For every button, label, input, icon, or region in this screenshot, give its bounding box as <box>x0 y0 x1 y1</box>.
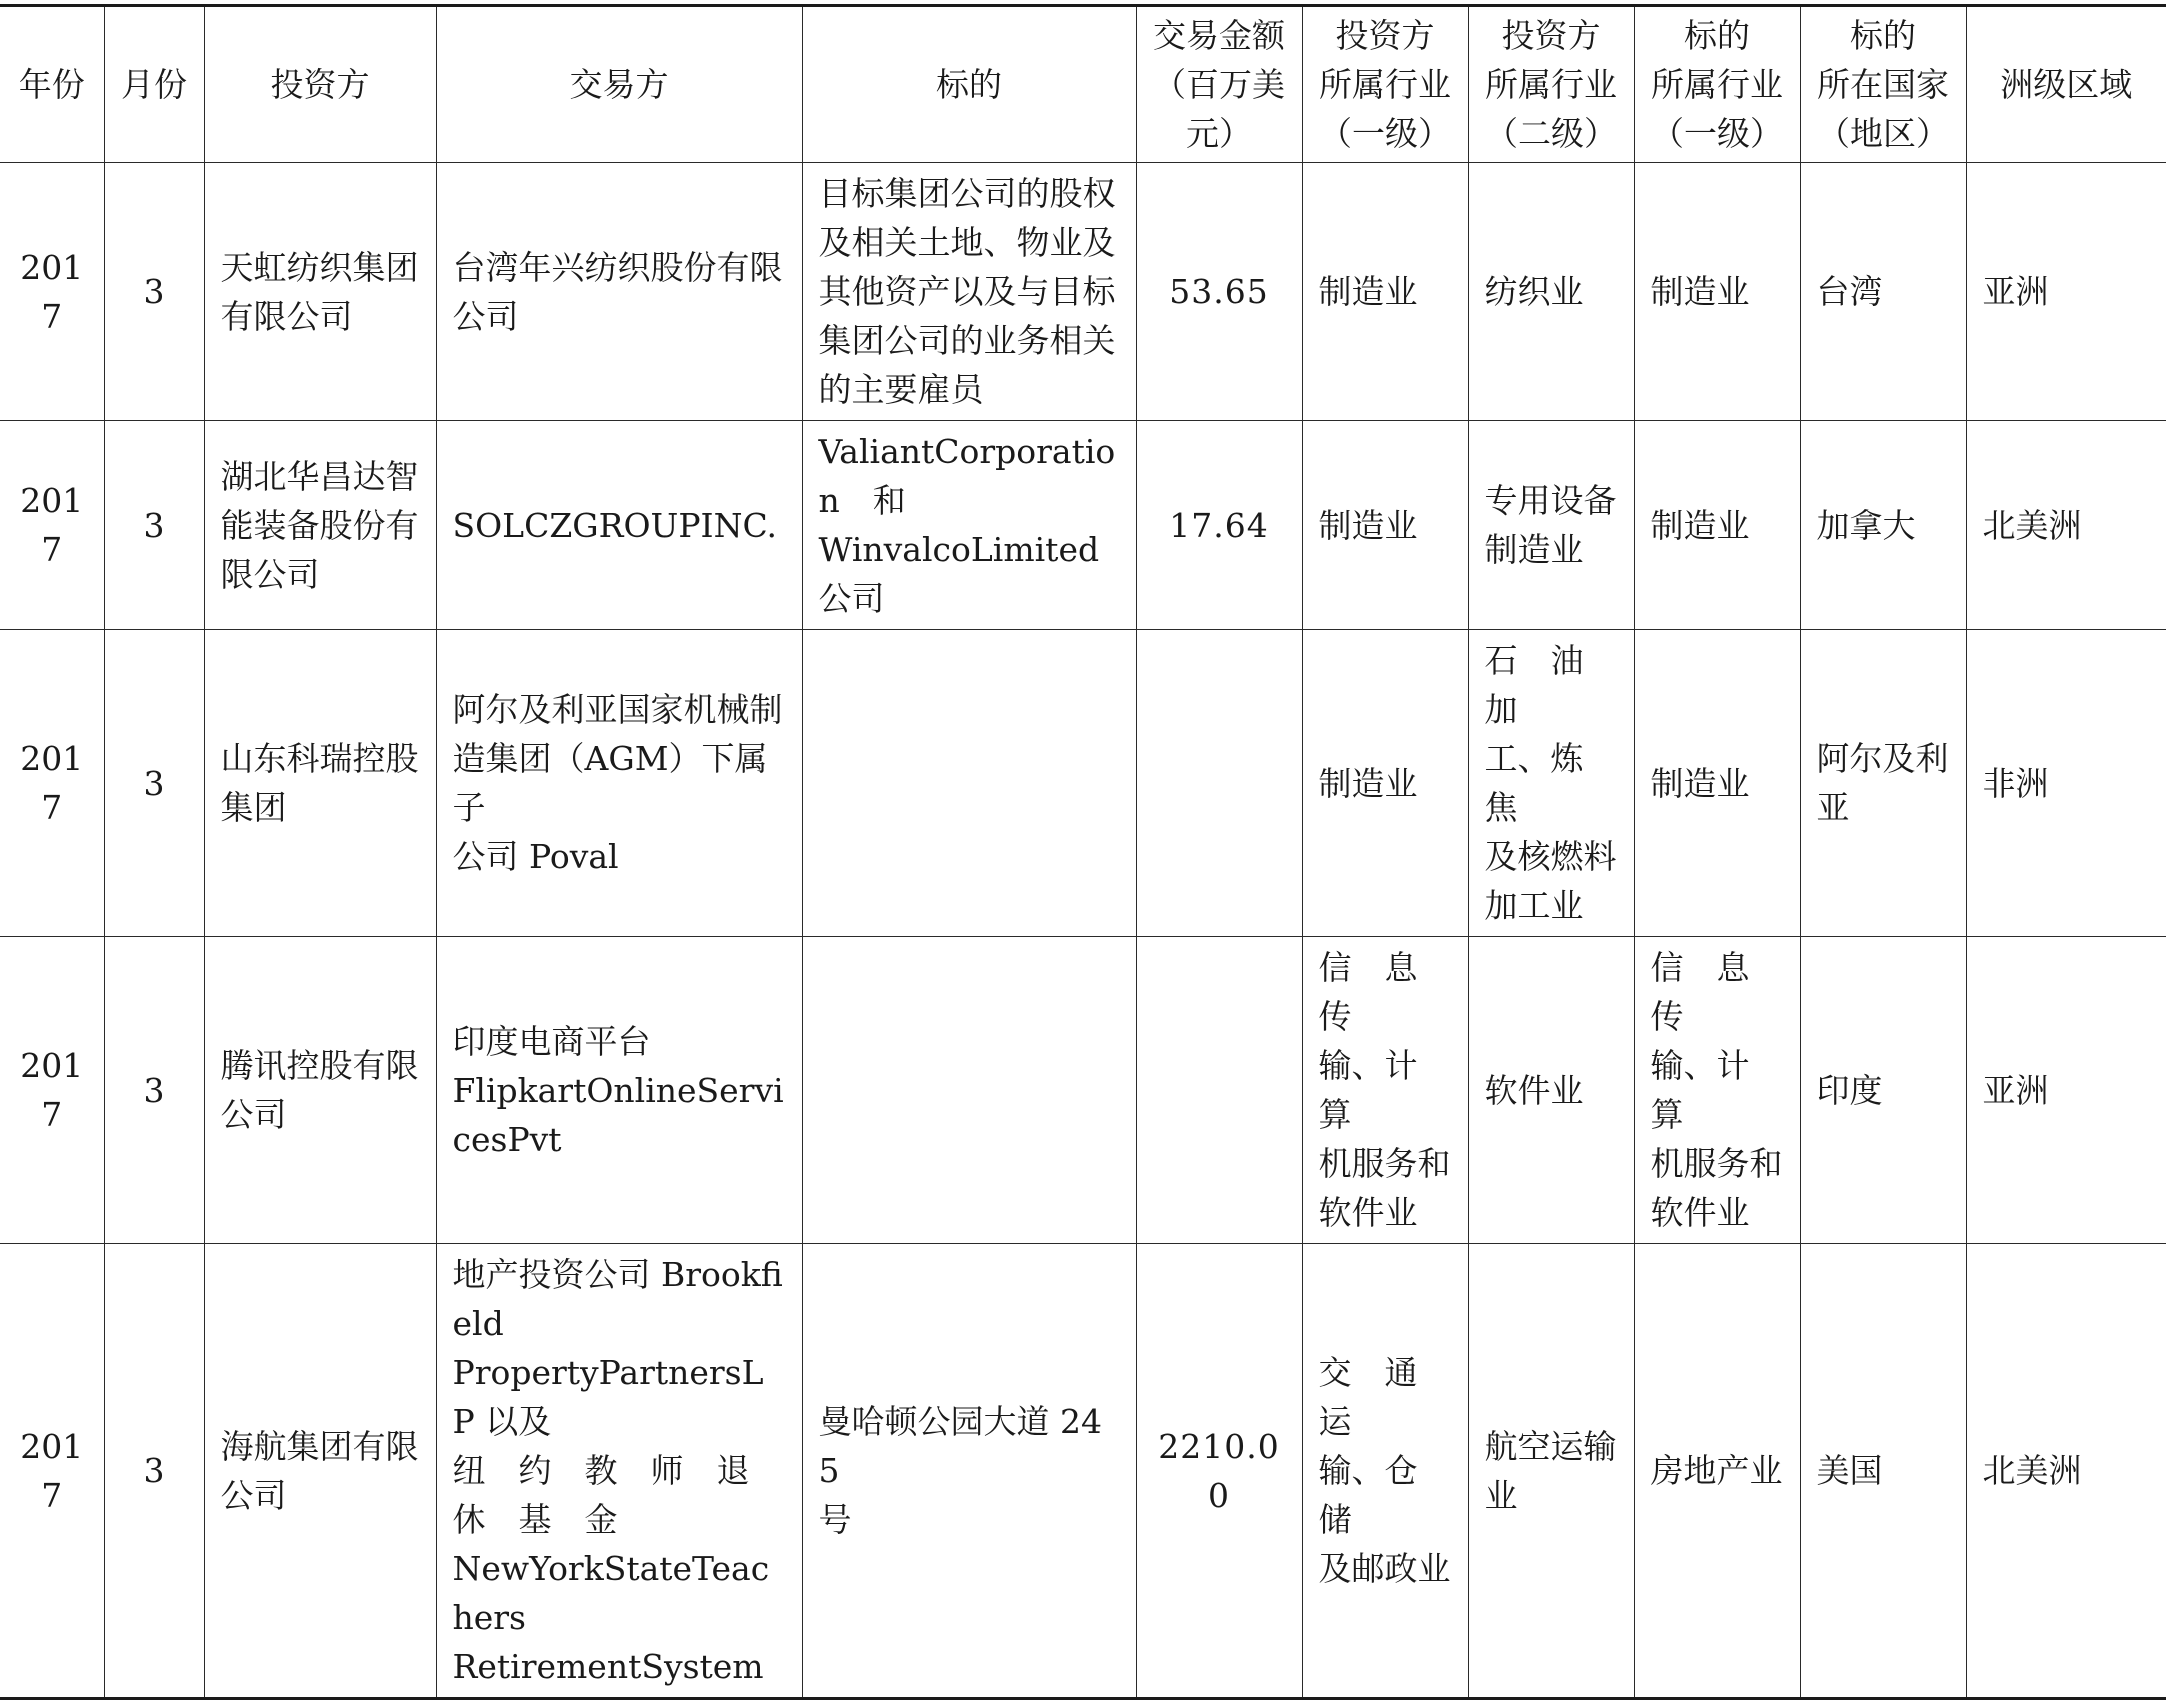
cell-line: 及相关土地、物业及 <box>818 223 1116 262</box>
cell-line: 印度 <box>1816 1070 1883 1110</box>
cell-month: 3 <box>104 937 204 1244</box>
cell-investor-industry-l2 <box>1468 163 1634 421</box>
column-header-text: 年份 <box>18 65 85 104</box>
cell-year: 2017 <box>0 937 104 1244</box>
table-row <box>0 1244 2166 1699</box>
cell-target <box>802 630 1136 937</box>
table-header-row <box>0 6 2166 163</box>
cell-line: 加工业 <box>1484 886 1584 925</box>
cell-line: 交 通 运 <box>1318 1353 1451 1441</box>
cell-line: 曼哈顿公园大道 245 <box>818 1402 1102 1490</box>
cell-investor <box>204 421 436 630</box>
cell-month: 3 <box>104 421 204 630</box>
cell-line: 台湾年兴纺织股份有限 <box>452 247 783 287</box>
cell-line: 公司 Poval <box>452 837 619 876</box>
cell-target-industry-l1 <box>1634 937 1800 1244</box>
cell-line: 集团公司的业务相关 <box>818 321 1116 360</box>
column-header-amount <box>1136 6 1302 163</box>
cell-counterparty <box>436 163 802 421</box>
column-header-region <box>1966 6 2166 163</box>
cell-amount <box>1136 937 1302 1244</box>
cell-line: 亚 <box>1816 788 1850 827</box>
cell-investor <box>204 630 436 937</box>
cell-line: 石 油 加 <box>1484 641 1617 729</box>
cell-line: WinvalcoLimited 公司 <box>818 530 1100 618</box>
cell-target <box>802 163 1136 421</box>
cell-line: 专用设备 <box>1484 481 1617 520</box>
column-header-text: 投资方 <box>270 65 370 104</box>
column-header-investor-industry-l2 <box>1468 6 1634 163</box>
cell-line: 地产投资公司 Brookfield <box>452 1255 783 1343</box>
cell-line: RetirementSystem <box>452 1647 764 1686</box>
cell-month: 3 <box>104 1244 204 1699</box>
cell-line: 制造业 <box>1650 505 1750 545</box>
cell-line: 输、仓 储 <box>1318 1451 1451 1539</box>
table-row <box>0 630 2166 937</box>
cell-amount: 2210.00 <box>1136 1244 1302 1699</box>
cell-line: 有限公司 <box>220 296 353 336</box>
cell-investor-industry-l2 <box>1468 937 1634 1244</box>
cell-target-country <box>1800 937 1966 1244</box>
column-header-target-country <box>1800 6 1966 163</box>
table-row <box>0 937 2166 1244</box>
cell-target-country <box>1800 421 1966 630</box>
cell-month: 3 <box>104 630 204 937</box>
cell-target-industry-l1 <box>1634 163 1800 421</box>
cell-region: 北美洲 <box>1966 1244 2166 1699</box>
cell-amount: 17.64 <box>1136 421 1302 630</box>
cell-line: NewYorkStateTeachers <box>452 1549 770 1637</box>
cell-line: 制造业 <box>1318 505 1418 545</box>
cell-line: 制造业 <box>1318 763 1418 803</box>
cell-line: 的主要雇员 <box>818 370 984 409</box>
cell-line: 机服务和 <box>1650 1144 1783 1183</box>
cell-line: 湖北华昌达智 <box>220 456 419 496</box>
table-row <box>0 421 2166 630</box>
column-header-text: 标的 <box>936 65 1002 104</box>
cell-target-industry-l1 <box>1634 630 1800 937</box>
cell-line: 其他资产以及与目标 <box>818 272 1116 311</box>
cell-line: 航空运输 <box>1484 1426 1617 1466</box>
cell-line: 及邮政业 <box>1318 1549 1451 1588</box>
cell-counterparty <box>436 630 802 937</box>
cell-target-industry-l1 <box>1634 421 1800 630</box>
cell-line: 能装备股份有 <box>220 505 419 545</box>
cell-line: 工、炼 焦 <box>1484 739 1617 827</box>
cell-line: 输、计 算 <box>1318 1046 1451 1134</box>
investment-deals-table <box>0 4 2166 1700</box>
column-header-text: （一级） <box>1651 114 1783 153</box>
table-body <box>0 163 2166 1699</box>
cell-investor-industry-l1 <box>1302 937 1468 1244</box>
column-header-text: 所属行业 <box>1485 65 1617 104</box>
column-header-text: 标的 <box>1684 16 1750 55</box>
cell-counterparty <box>436 937 802 1244</box>
cell-line: 纺织业 <box>1484 272 1584 311</box>
column-header-counterparty <box>436 6 802 163</box>
cell-amount: 53.65 <box>1136 163 1302 421</box>
cell-line: 海航集团有限 <box>220 1426 419 1466</box>
cell-line: 限公司 <box>220 554 320 594</box>
cell-line: 阿尔及利亚国家机械制 <box>452 690 783 729</box>
cell-line: ValiantCorporation 和 <box>818 432 1116 520</box>
cell-year: 2017 <box>0 1244 104 1699</box>
cell-line: 软件业 <box>1318 1193 1418 1232</box>
column-header-text: （二级） <box>1485 114 1617 153</box>
cell-region: 非洲 <box>1966 630 2166 937</box>
column-header-text: （百万美元） <box>1153 65 1285 153</box>
cell-line: 天虹纺织集团 <box>220 247 419 287</box>
cell-year: 2017 <box>0 630 104 937</box>
column-header-target-industry-l1 <box>1634 6 1800 163</box>
cell-region: 亚洲 <box>1966 163 2166 421</box>
cell-month: 3 <box>104 163 204 421</box>
cell-line: 阿尔及利 <box>1816 739 1949 778</box>
cell-line: 输、计 算 <box>1650 1046 1783 1134</box>
cell-line: 号 <box>818 1500 852 1539</box>
cell-year: 2017 <box>0 421 104 630</box>
column-header-year <box>0 6 104 163</box>
cell-line: 造集团（AGM）下属子 <box>452 739 768 827</box>
cell-line: 制造业 <box>1318 272 1418 311</box>
cell-counterparty <box>436 1244 802 1699</box>
column-header-text: 投资方 <box>1501 16 1601 55</box>
cell-line: SOLCZGROUPINC. <box>452 505 778 545</box>
cell-line: 美国 <box>1816 1451 1883 1490</box>
cell-investor-industry-l2 <box>1468 1244 1634 1699</box>
cell-counterparty <box>436 421 802 630</box>
column-header-text: 所属行业 <box>1319 65 1451 104</box>
cell-line: 印度电商平台 <box>452 1021 651 1061</box>
cell-target-country <box>1800 630 1966 937</box>
cell-region: 北美洲 <box>1966 421 2166 630</box>
column-header-month <box>104 6 204 163</box>
cell-line: 台湾 <box>1816 272 1883 311</box>
column-header-target <box>802 6 1136 163</box>
cell-line: 纽 约 教 师 退 休 基 金 <box>452 1451 783 1539</box>
cell-target <box>802 1244 1136 1699</box>
cell-line: 制造业 <box>1484 530 1584 569</box>
column-header-text: （地区） <box>1817 114 1949 153</box>
table-row <box>0 163 2166 421</box>
cell-investor-industry-l1 <box>1302 421 1468 630</box>
cell-investor-industry-l1 <box>1302 630 1468 937</box>
cell-line: 房地产业 <box>1650 1451 1783 1490</box>
column-header-text: 标的 <box>1850 16 1916 55</box>
cell-line: 制造业 <box>1650 272 1750 311</box>
column-header-text: 所属行业 <box>1651 65 1783 104</box>
cell-line: 业 <box>1484 1475 1518 1515</box>
cell-target-industry-l1 <box>1634 1244 1800 1699</box>
cell-line: 目标集团公司的股权 <box>818 174 1116 213</box>
cell-investor <box>204 937 436 1244</box>
cell-amount <box>1136 630 1302 937</box>
cell-line: PropertyPartnersLP 以及 <box>452 1353 764 1441</box>
cell-investor-industry-l2 <box>1468 630 1634 937</box>
cell-line: 软件业 <box>1484 1070 1584 1110</box>
column-header-text: 交易方 <box>569 65 669 104</box>
cell-year: 2017 <box>0 163 104 421</box>
column-header-investor <box>204 6 436 163</box>
column-header-text: （一级） <box>1319 114 1451 153</box>
column-header-text: 洲级区域 <box>2000 65 2133 104</box>
cell-line: 加拿大 <box>1816 505 1916 545</box>
cell-line: 公司 <box>452 296 519 336</box>
cell-line: 机服务和 <box>1318 1144 1451 1183</box>
cell-region: 亚洲 <box>1966 937 2166 1244</box>
cell-line: 制造业 <box>1650 763 1750 803</box>
column-header-text: 交易金额 <box>1153 16 1285 55</box>
cell-line: 山东科瑞控股 <box>220 739 419 778</box>
column-header-text: 月份 <box>121 65 187 104</box>
cell-target <box>802 937 1136 1244</box>
cell-investor <box>204 1244 436 1699</box>
column-header-investor-industry-l1 <box>1302 6 1468 163</box>
column-header-text: 所在国家 <box>1817 65 1949 104</box>
cell-line: 软件业 <box>1650 1193 1750 1232</box>
cell-investor-industry-l1 <box>1302 1244 1468 1699</box>
cell-line: 集团 <box>220 788 287 827</box>
cell-target <box>802 421 1136 630</box>
cell-investor-industry-l2 <box>1468 421 1634 630</box>
cell-line: 公司 <box>220 1095 287 1134</box>
cell-line: 信 息 传 <box>1650 948 1783 1036</box>
cell-target-country <box>1800 1244 1966 1699</box>
cell-line: 信 息 传 <box>1318 948 1451 1036</box>
cell-line: FlipkartOnlineServicesPvt <box>452 1070 784 1159</box>
cell-line: 公司 <box>220 1475 287 1515</box>
cell-line: 及核燃料 <box>1484 837 1617 876</box>
cell-investor-industry-l1 <box>1302 163 1468 421</box>
cell-target-country <box>1800 163 1966 421</box>
column-header-text: 投资方 <box>1335 16 1435 55</box>
cell-line: 腾讯控股有限 <box>220 1046 419 1085</box>
cell-investor <box>204 163 436 421</box>
